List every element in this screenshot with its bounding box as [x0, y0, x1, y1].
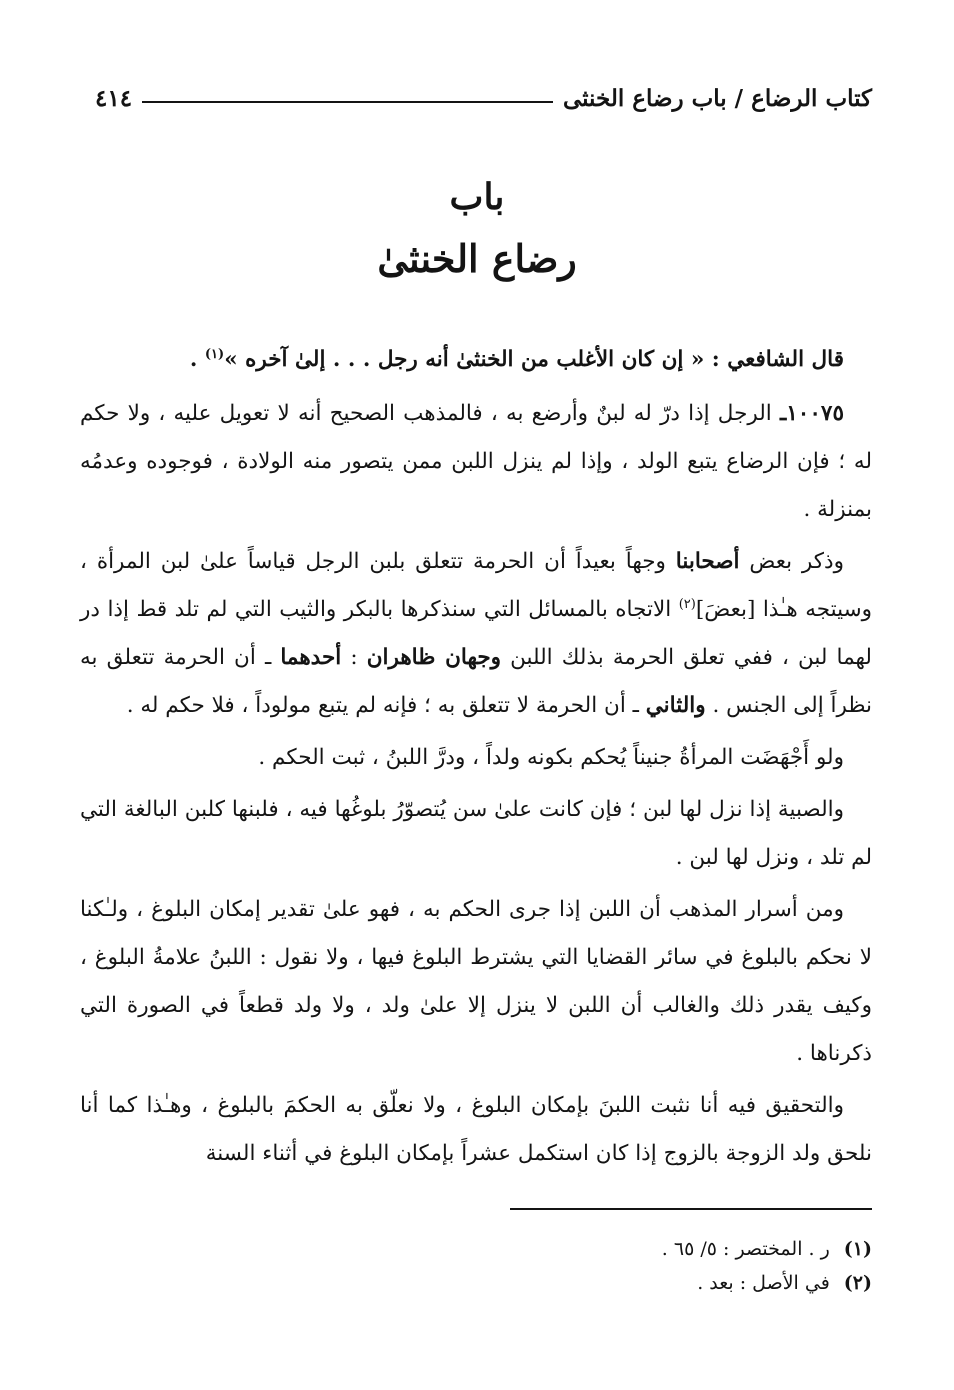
paragraph-5: ومن أسرار المذهب أن اللبن إذا جرى الحكم به ، فهو علىٰ تقدير إمكان البلوغ ، ولـٰكنا لا نحكم بالبلوغ في سائر القضايا التي يشترط البلوغ فيها ، ولا نقول : اللبنُ علامةُ البلوغ ، وكيف يقدر ذلك والغالب أن اللبن لا ينزل إلا علىٰ ولد ، ولا ولد قطعاً في الصورة التي ذكرناها .: [80, 897, 872, 1066]
running-header: [95, 76, 872, 120]
entry-number: ١٠٠٧٥ـ: [779, 401, 844, 426]
bold-term-wajhan: وجهان ظاهران: [366, 645, 502, 670]
page-number: ٤١٤: [95, 84, 133, 112]
quoted-heading-text: قال الشافعي : « إن كان الأغلب من الخنثىٰ أنه رجل . . . إلىٰ آخره »: [224, 347, 844, 372]
p2-text-h: ـ أن الحرمة تتعلق به نظراً إلى الجنس .: [80, 645, 872, 718]
bold-term-ahaduhuma: أحدهما: [280, 645, 342, 670]
body-text: [80, 336, 872, 1182]
p2-text-j: ـ أن الحرمة لا تتعلق به ؛ فإنه لم يتبع مولوداً ، فلا حكم له .: [126, 693, 646, 718]
chapter-label: باب: [449, 176, 505, 218]
bold-term-thani: والثاني: [645, 693, 706, 718]
paragraph-3: ولو أَجْهَضَت المرأةُ جنيناً يُحكم بكونه ولداً ، ودرَّ اللبنُ ، ثبت الحكم .: [258, 745, 844, 770]
footnote-ref-1[interactable]: (١): [204, 346, 225, 362]
footnotes: [420, 1232, 872, 1300]
footnote-mark: (٢): [843, 1272, 872, 1294]
footnote-separator: [510, 1208, 872, 1210]
paragraph-6: والتحقيق فيه أنا نثبت اللبنَ بإمكان البلوغ ، ولا نعلّق به الحكمَ بالبلوغ ، وهـٰذا كما أنا نلحق ولد الزوجة بالزوج إذا كان استكمل عشراً بإمكان البلوغ في أثناء السنة: [80, 1093, 872, 1166]
footnote-text: في الأصل : بعد .: [697, 1272, 830, 1294]
p2-text-a: وذكر بعض: [739, 549, 844, 574]
footnote-mark: (١): [843, 1238, 872, 1260]
paragraph-4: والصبية إذا نزل لها لبن ؛ فإن كانت علىٰ سن يُتصوّرُ بلوغُها فيه ، فلبنها كلبن البالغة التي لم تلد ، ونزل لها لبن .: [80, 797, 872, 870]
footnote-text: ر . المختصر : ٥/ ٦٥ .: [661, 1238, 830, 1260]
chapter-title: رضاع الخنثىٰ: [377, 236, 577, 281]
paragraph-2: [80, 538, 872, 730]
quoted-heading: [80, 336, 872, 384]
header-rule: [142, 101, 553, 103]
paragraph-1-text: الرجل إذا درّ له لبنٌ وأرضع به ، فالمذهب الصحيح أنه لا تعويل عليه ، ولا حكم له ؛ فإن الرضاع يتبع الولد ، وإذا لم ينزل اللبن ممن يتصور منه الولادة ، فوجوده وعدمُه بمنزلة .: [80, 401, 872, 522]
running-header-title: كتاب الرضاع / باب رضاع الخنثى: [562, 84, 872, 112]
footnote-2: [420, 1266, 872, 1300]
p2-text-c: وجهاً بعيداً أن الحرمة تتعلق بلبن الرجل قياساً علىٰ لبن المرأة ، وسيتجه هـٰذا [بعضَ]: [80, 549, 872, 622]
quoted-heading-tail: .: [189, 347, 205, 372]
bold-term-ashabina: أصحابنا: [675, 549, 740, 574]
footnote-1: [420, 1232, 872, 1266]
p2-text-d: الاتجاه بالمسائل التي سنذكرها بالبكر والثيب التي لم تلد قط إذا در لهما لبن ، ففي تعلق الحرمة بذلك اللبن: [80, 597, 872, 670]
paragraph-entry: [80, 390, 872, 534]
p2-text-f: :: [341, 645, 367, 670]
footnote-ref-2[interactable]: (٢): [678, 596, 696, 612]
